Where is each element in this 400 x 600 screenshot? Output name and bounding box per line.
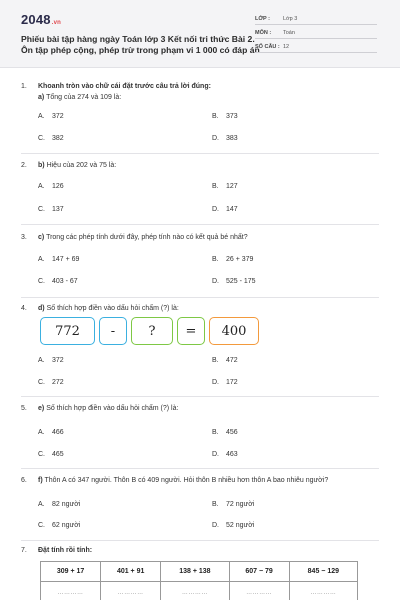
divider — [21, 153, 379, 154]
meta-row-class: LỚP : Lớp 3 — [255, 14, 377, 25]
divider — [21, 468, 379, 469]
option-c[interactable]: C. 62 người — [38, 522, 81, 529]
divider — [21, 396, 379, 397]
divider — [21, 540, 379, 541]
question-number: 1. — [21, 83, 27, 90]
option-d[interactable]: D. 463 — [212, 451, 238, 458]
equation-box-equals: = — [177, 317, 205, 345]
question-text: c) Trong các phép tính dưới đây, phép tính nào có kết quả bé nhất? — [38, 234, 248, 241]
question-2 — [21, 162, 381, 222]
answer-cell[interactable]: ………… — [161, 582, 229, 600]
question-number: 2. — [21, 162, 27, 169]
option-b[interactable]: B. 26 + 379 — [212, 256, 254, 263]
option-d[interactable]: D. 52 người — [212, 522, 255, 529]
equation-box-minus: - — [99, 317, 127, 345]
answer-cell[interactable]: ………… — [101, 582, 161, 600]
option-c[interactable]: C. 272 — [38, 379, 64, 386]
site-logo[interactable]: 2048.vn — [21, 12, 62, 27]
question-number: 4. — [21, 305, 27, 312]
question-3 — [21, 234, 381, 294]
divider — [21, 297, 379, 298]
option-a[interactable]: A. 82 người — [38, 501, 81, 508]
option-b[interactable]: B. 72 người — [212, 501, 255, 508]
answer-cell[interactable]: ………… — [229, 582, 289, 600]
question-4 — [21, 305, 381, 390]
equation-box-unknown: ? — [131, 317, 173, 345]
worksheet-title-line1: Phiếu bài tập hàng ngày Toán lớp 3 Kết nối tri thức Bài 2. — [21, 34, 255, 44]
option-c[interactable]: C. 403 - 67 — [38, 278, 78, 285]
option-b[interactable]: B. 472 — [212, 357, 238, 364]
expression-cell: 401 + 91 — [101, 562, 161, 582]
option-c[interactable]: C. 465 — [38, 451, 64, 458]
question-1 — [21, 83, 381, 153]
question-6 — [21, 477, 381, 537]
divider — [21, 224, 379, 225]
question-7 — [21, 547, 381, 559]
option-a[interactable]: A. 372 — [38, 113, 64, 120]
table-row — [41, 582, 358, 600]
option-d[interactable]: D. 147 — [212, 206, 238, 213]
question-text: Đặt tính rồi tính: — [38, 547, 93, 554]
option-d[interactable]: D. 383 — [212, 135, 238, 142]
option-d[interactable]: D. 525 - 175 — [212, 278, 256, 285]
expression-cell: 607 − 79 — [229, 562, 289, 582]
question-text: f) Thôn A có 347 người. Thôn B có 409 người. Hỏi thôn B nhiều hơn thôn A bao nhiêu người? — [38, 477, 329, 484]
option-a[interactable]: A. 147 + 69 — [38, 256, 80, 263]
question-number: 7. — [21, 547, 27, 554]
option-a[interactable]: A. 372 — [38, 357, 64, 364]
question-text: e) Số thích hợp điền vào dấu hỏi chấm (?) là: — [38, 405, 179, 412]
sub-question: a) Tổng của 274 và 109 là: — [38, 94, 122, 101]
question-number: 5. — [21, 405, 27, 412]
expression-cell: 138 + 138 — [161, 562, 229, 582]
expression-cell: 309 + 17 — [41, 562, 101, 582]
equation-box-result: 400 — [209, 317, 259, 345]
option-d[interactable]: D. 172 — [212, 379, 238, 386]
calculation-table — [40, 561, 358, 600]
question-number: 6. — [21, 477, 27, 484]
option-b[interactable]: B. 373 — [212, 113, 238, 120]
expression-cell: 845 − 129 — [289, 562, 357, 582]
worksheet-header — [0, 0, 400, 68]
option-a[interactable]: A. 466 — [38, 429, 64, 436]
question-5 — [21, 405, 381, 465]
option-c[interactable]: C. 137 — [38, 206, 64, 213]
option-c[interactable]: C. 382 — [38, 135, 64, 142]
question-text: b) Hiệu của 202 và 75 là: — [38, 162, 117, 169]
question-text: d) Số thích hợp điền vào dấu hỏi chấm (?) là: — [38, 305, 179, 312]
question-text: Khoanh tròn vào chữ cái đặt trước câu trả lời đúng: — [38, 83, 211, 90]
meta-row-subject: MÔN : Toán — [255, 28, 377, 39]
option-b[interactable]: B. 127 — [212, 183, 238, 190]
answer-cell[interactable]: ………… — [289, 582, 357, 600]
meta-row-count: SỐ CÂU : 12 — [255, 42, 377, 53]
option-a[interactable]: A. 126 — [38, 183, 64, 190]
table-row — [41, 562, 358, 582]
option-b[interactable]: B. 456 — [212, 429, 238, 436]
question-number: 3. — [21, 234, 27, 241]
equation-box-operand: 772 — [40, 317, 95, 345]
answer-cell[interactable]: ………… — [41, 582, 101, 600]
worksheet-title-line2: Ôn tập phép cộng, phép trừ trong phạm vi 1 000 có đáp án — [21, 45, 260, 55]
